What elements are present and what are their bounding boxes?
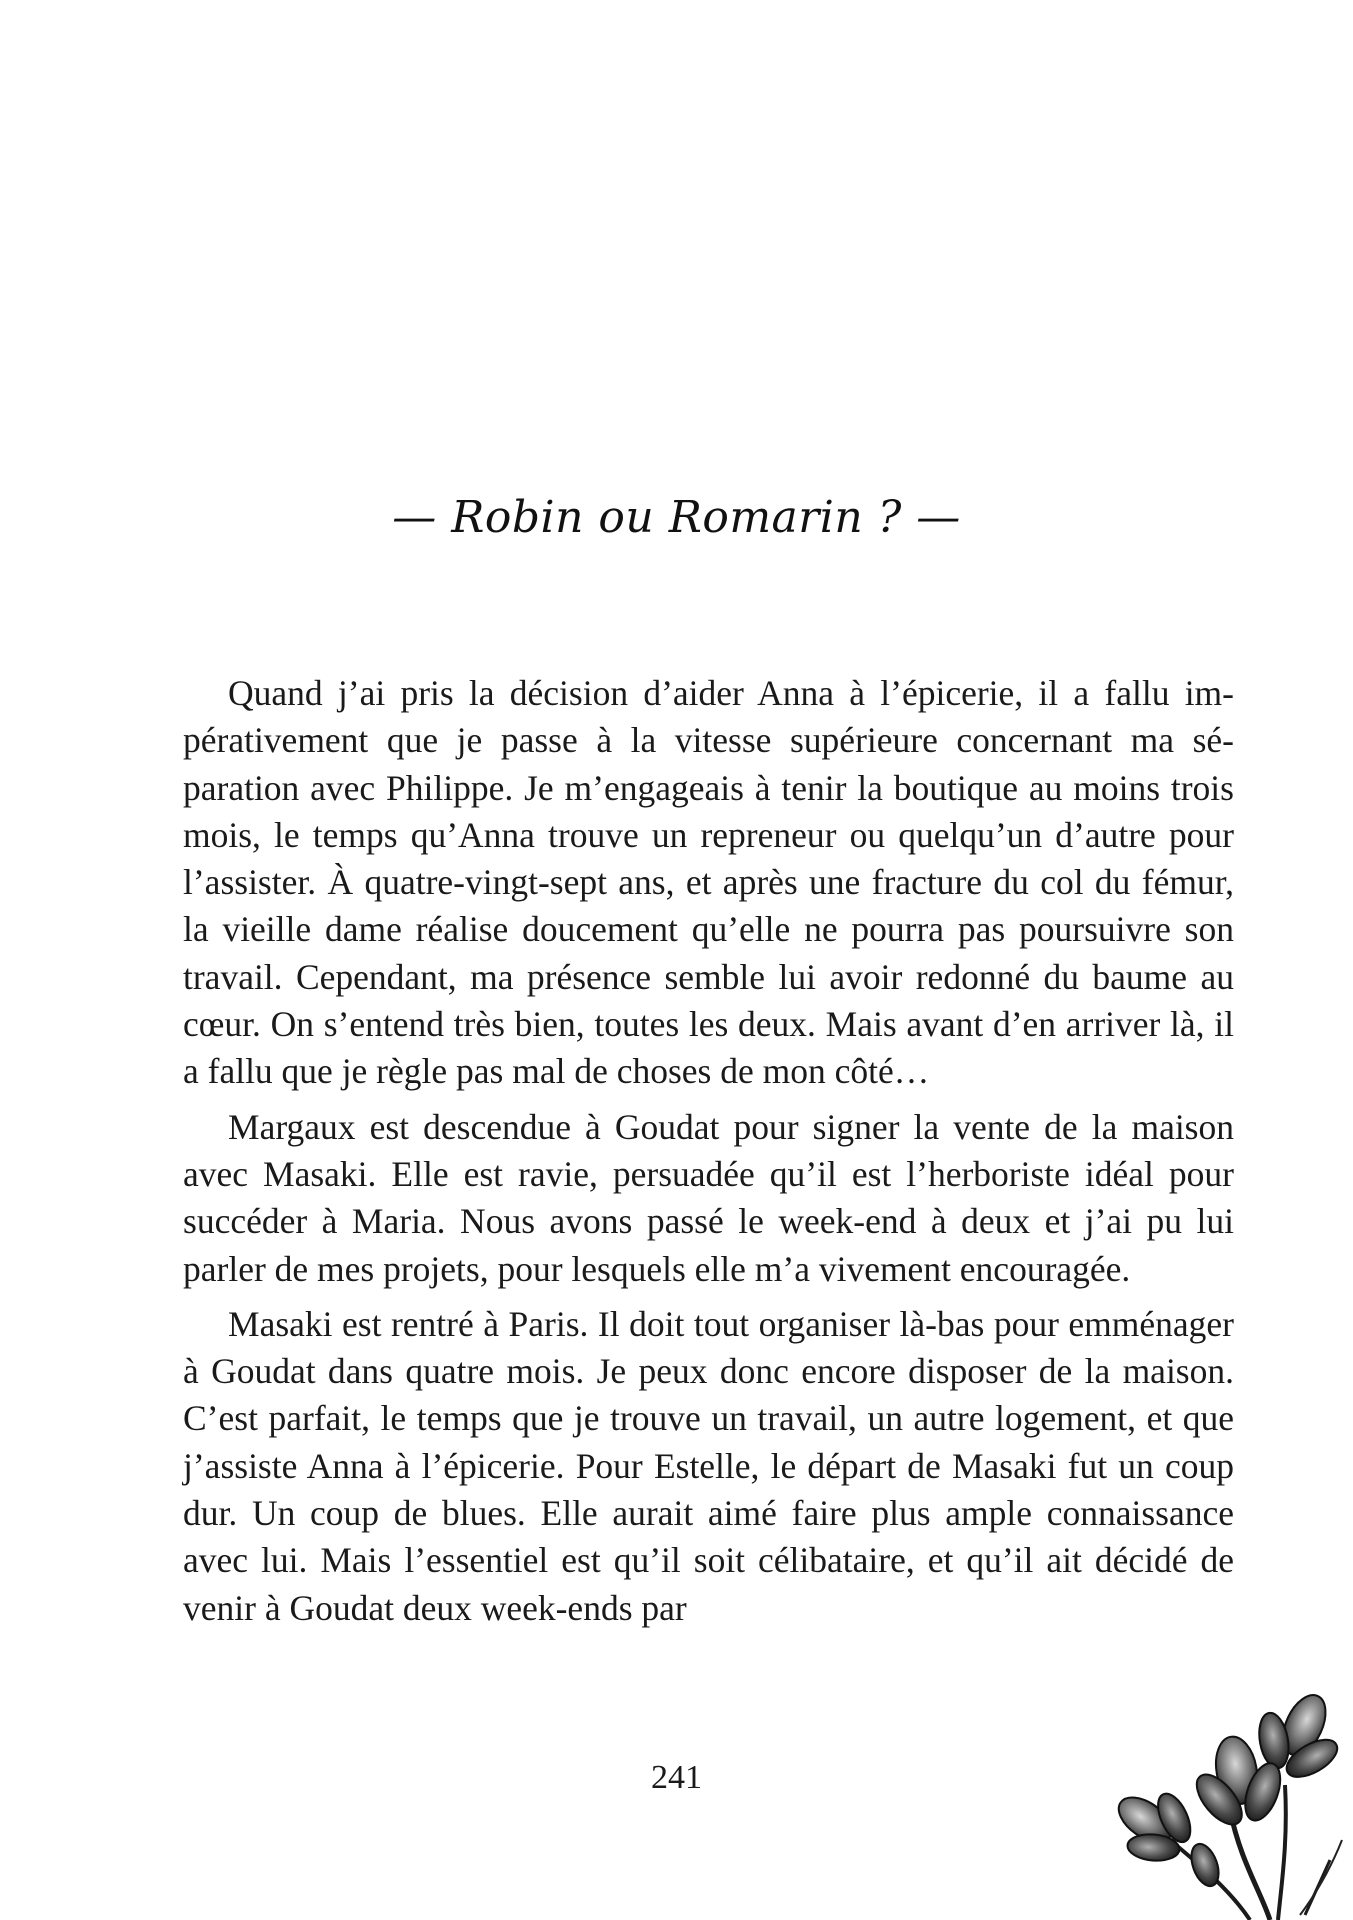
body-text <box>183 670 1234 1640</box>
page-number: 241 <box>651 1759 702 1796</box>
paragraph-3: Masaki est rentré à Paris. Il doit tout organiser là-bas pour emménager à Goudat dans quatre mois. Je peux donc encore disposer de la maison. C’est parfait, le temps que je trouve un travail, un autre logement, et que j’assiste Anna à l’épicerie. Pour Estelle, le départ de Masaki fut un coup dur. Un coup de blues. Elle aurait aimé faire plus ample connaissance avec lui. Mais l’essentiel est qu’il soit célibataire, et qu’il ait décidé de venir à Goudat deux week-ends par <box>183 1303 1234 1628</box>
chapter-title: — Robin ou Romarin ? — <box>392 492 961 543</box>
paragraph-1: Quand j’ai pris la décision d’aider Anna à l’épicerie, il a fallu impérativement que je passe à la vitesse supérieure concernant ma séparation avec Philippe. Je m’engageais à tenir la boutique au moins trois mois, le temps qu’Anna trouve un repreneur ou quelqu’un d’autre pour l’assister. À quatre-vingt-sept ans, et après une fracture du col du fémur, la vieille dame réalise doucement qu’elle ne pourra pas poursuivre son travail. Cependant, ma présence semble lui avoir redonné du baume au cœur. On s’entend très bien, toutes les deux. Mais avant d’en arriver là, il a fallu que je règle pas mal de choses de mon côté… <box>183 673 1234 1092</box>
paragraph-2: Margaux est descendue à Goudat pour signer la vente de la maison avec Masaki. Elle est ravie, persuadée qu’il est l’herboriste idéal pour succéder à Maria. Nous avons passé le week-end à deux et j’ai pu lui parler de mes projets, pour lesquels elle m’a vivement encouragée. <box>183 1106 1234 1289</box>
crocus-flower-icon <box>1110 1690 1353 1920</box>
